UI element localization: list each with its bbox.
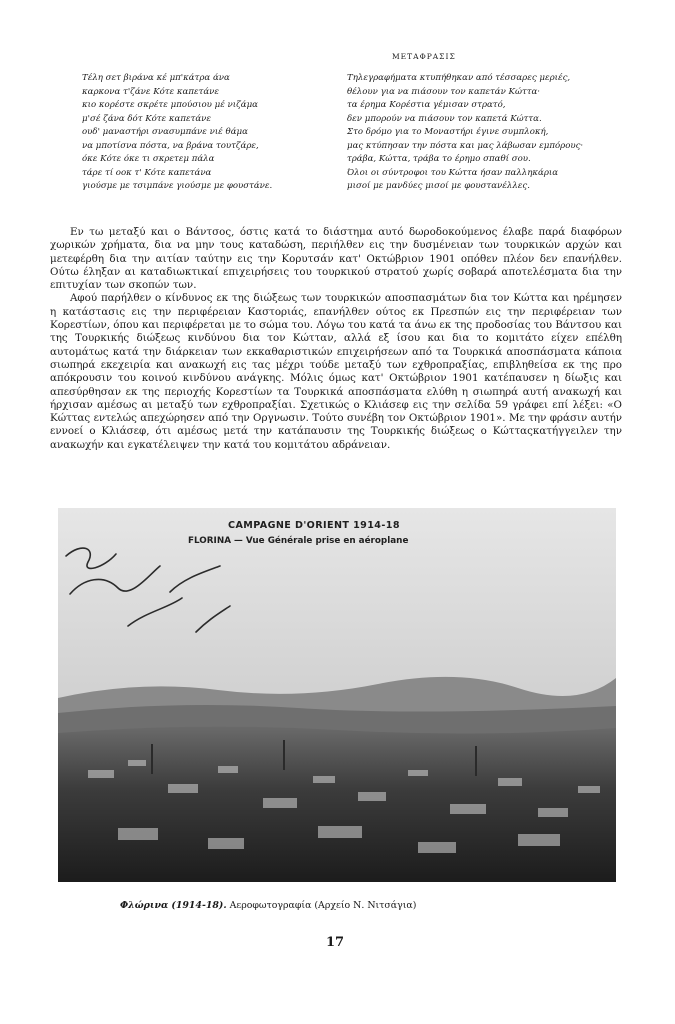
- verse-line: γιούσμε με τσιμπάνε γιούσμε με φουστάνε.: [82, 181, 273, 191]
- body-paragraph: Εν τω μεταξύ και ο Βάντσος, όστις κατά το διάστημα αυτό δωροδοκούμενος έλαβε παρά διαφόρων χωρικών χρήματα, δια να μην τους καταδώση, περιήλθεν εις την δυσμένειαν των τουρκικών αρχών και μετεφέρθη δια την αιτίαν ταύτην εις την Κορυτσάν κατ' Οκτώβριον 1901 οπόθεν πλέον δεν επανήλθεν. Ούτω έληξαν αι καταδιωκτικαί επιχειρήσεις του τουρκικού στρατού χωρίς σοβαρά αποτελέσματα δια την επιτυχίαν των σκοπών των.: [50, 226, 622, 292]
- photo-title: CAMPAGNE D'ORIENT 1914-18: [228, 520, 400, 531]
- verse-line: τάρε τί οοκ τ' Κότε καπετάνα: [82, 167, 212, 178]
- verse-line: καρκονα τ'ζάνε Κότε καπετάνε: [82, 86, 219, 97]
- verse-line: Στο δρόμο για το Μοναστήρι έγινε συμπλοκή,: [347, 127, 549, 137]
- verse-line: όκε Κότε όκε τι σκρετεμ πάλα: [82, 154, 215, 164]
- verse-line: δεν μπορούν να πιάσουν τον καπετά Κώττα.: [347, 113, 542, 124]
- verse-line: θέλουν για να πιάσουν τον καπετάν Κώττα·: [347, 86, 540, 97]
- verse-line: Όλοι οι σύντροφοι του Κώττα ήσαν παλληκάρια: [347, 167, 559, 178]
- body-paragraph: Αφού παρήλθεν ο κίνδυνος εκ της διώξεως των τουρκικών αποσπασμάτων δια τον Κώττα και ηρέμησεν η κατάστασις εις την περιφέρειαν Καστοριάς, επανήλθεν ούτος εκ Πρεσπών εις την περιφέρειαν των Κορεστίων, όπου και περιφέρεται με το σώμα του. Λόγω του κατά τα άνω εκ της προδοσίας του Βάντσου και της Τουρκικής διώξεως κινδύνου δια τον Κώτταν, αλλά εξ ίσου και δια το κομιτάτο είχεν επέλθη αυτομάτως κατά την διάρκειαν των εκκαθαριστικών επιχειρήσεων από τα Τουρκικά αποσπάσματα κάποια σιωπηρά εκεχειρία και ανακωχή εις τας μέχρι τούδε μεταξύ των εχθροπραξίας, επιβληθείσα εκ της προ απόκρουσιν του κοινού κινδύνου ανάγκης. Μόλις όμως κατ' Οκτώβριον 1901 κατέπαυσεν η δίωξις και απεσύρθησαν εκ της περιοχής Κορεστίων τα Τουρκικά αποσπάσματα ελύθη η σιωπηρά αυτή ανακωχή και ήρχισαν αμέσως αι μεταξύ των εχθροπραξίαι. Σχετικώς ο Κλιάσεφ εις την σελίδα 59 γράφει επί λέξει: «Ο Κώττας εντελώς απεχώρησεν από την Οργνωσιν. Τούτο συνέβη τον Οκτώβριον 1901». Με την φράσιν αυτήν εννοεί ο Κλιάσεφ, ότι αμέσως μετά την κατάπαυσιν της Τουρκικής διώξεως ο Κώτταςκατήγγειλεν την ανακωχήν και εγκατέλειψεν την κατά του κομιτάτου αδράνειαν.: [50, 292, 622, 451]
- verse-line: Τηλεγραφήματα κτυπήθηκαν από τέσσαρες μεριές,: [347, 73, 571, 83]
- verse-line: μ'σέ ζάνα δότ Κότε καπετάνε: [82, 113, 211, 124]
- page-number: 17: [326, 935, 345, 950]
- photo-caption: [120, 900, 416, 911]
- verse-line: μισοί με μανδύες μισοί με φουστανέλλες.: [347, 181, 530, 191]
- caption-place: Φλώρινα (1914-18).: [120, 900, 227, 911]
- verse-line: κιο κορέστε σκρέτε μπούσιου μέ νιζάμα: [82, 100, 258, 110]
- translation-header: ΜΕΤΑΦΡΑΣΙΣ: [392, 52, 456, 61]
- photo-subtitle: FLORINA — Vue Générale prise en aéroplane: [188, 536, 409, 546]
- verse-line: να μποτίσνα πόστα, να βράνα τουτζάρε,: [82, 140, 259, 151]
- verse-line: μας κτύπησαν την πόστα και μας λάβωσαν εμπόρους·: [347, 140, 584, 151]
- verse-line: Τέλη σετ βιράνα κέ μπ'κάτρα άνα: [82, 73, 230, 83]
- translated-verse: [347, 72, 647, 194]
- verse-line: τράβα, Κώττα, τράβα το έρημο σπαθί σου.: [347, 154, 531, 164]
- aerial-photograph: [58, 508, 616, 882]
- caption-description: Αεροφωτογραφία (Αρχείο Ν. Νιτσάγια): [226, 900, 417, 911]
- verse-line: ουδ' μαναστήρι σνασυμπάνε νιέ θάμα: [82, 127, 248, 137]
- body-text: [50, 226, 622, 452]
- original-verse: [82, 72, 312, 194]
- verse-line: τα έρημα Κορέστια γέμισαν στρατό,: [347, 100, 506, 110]
